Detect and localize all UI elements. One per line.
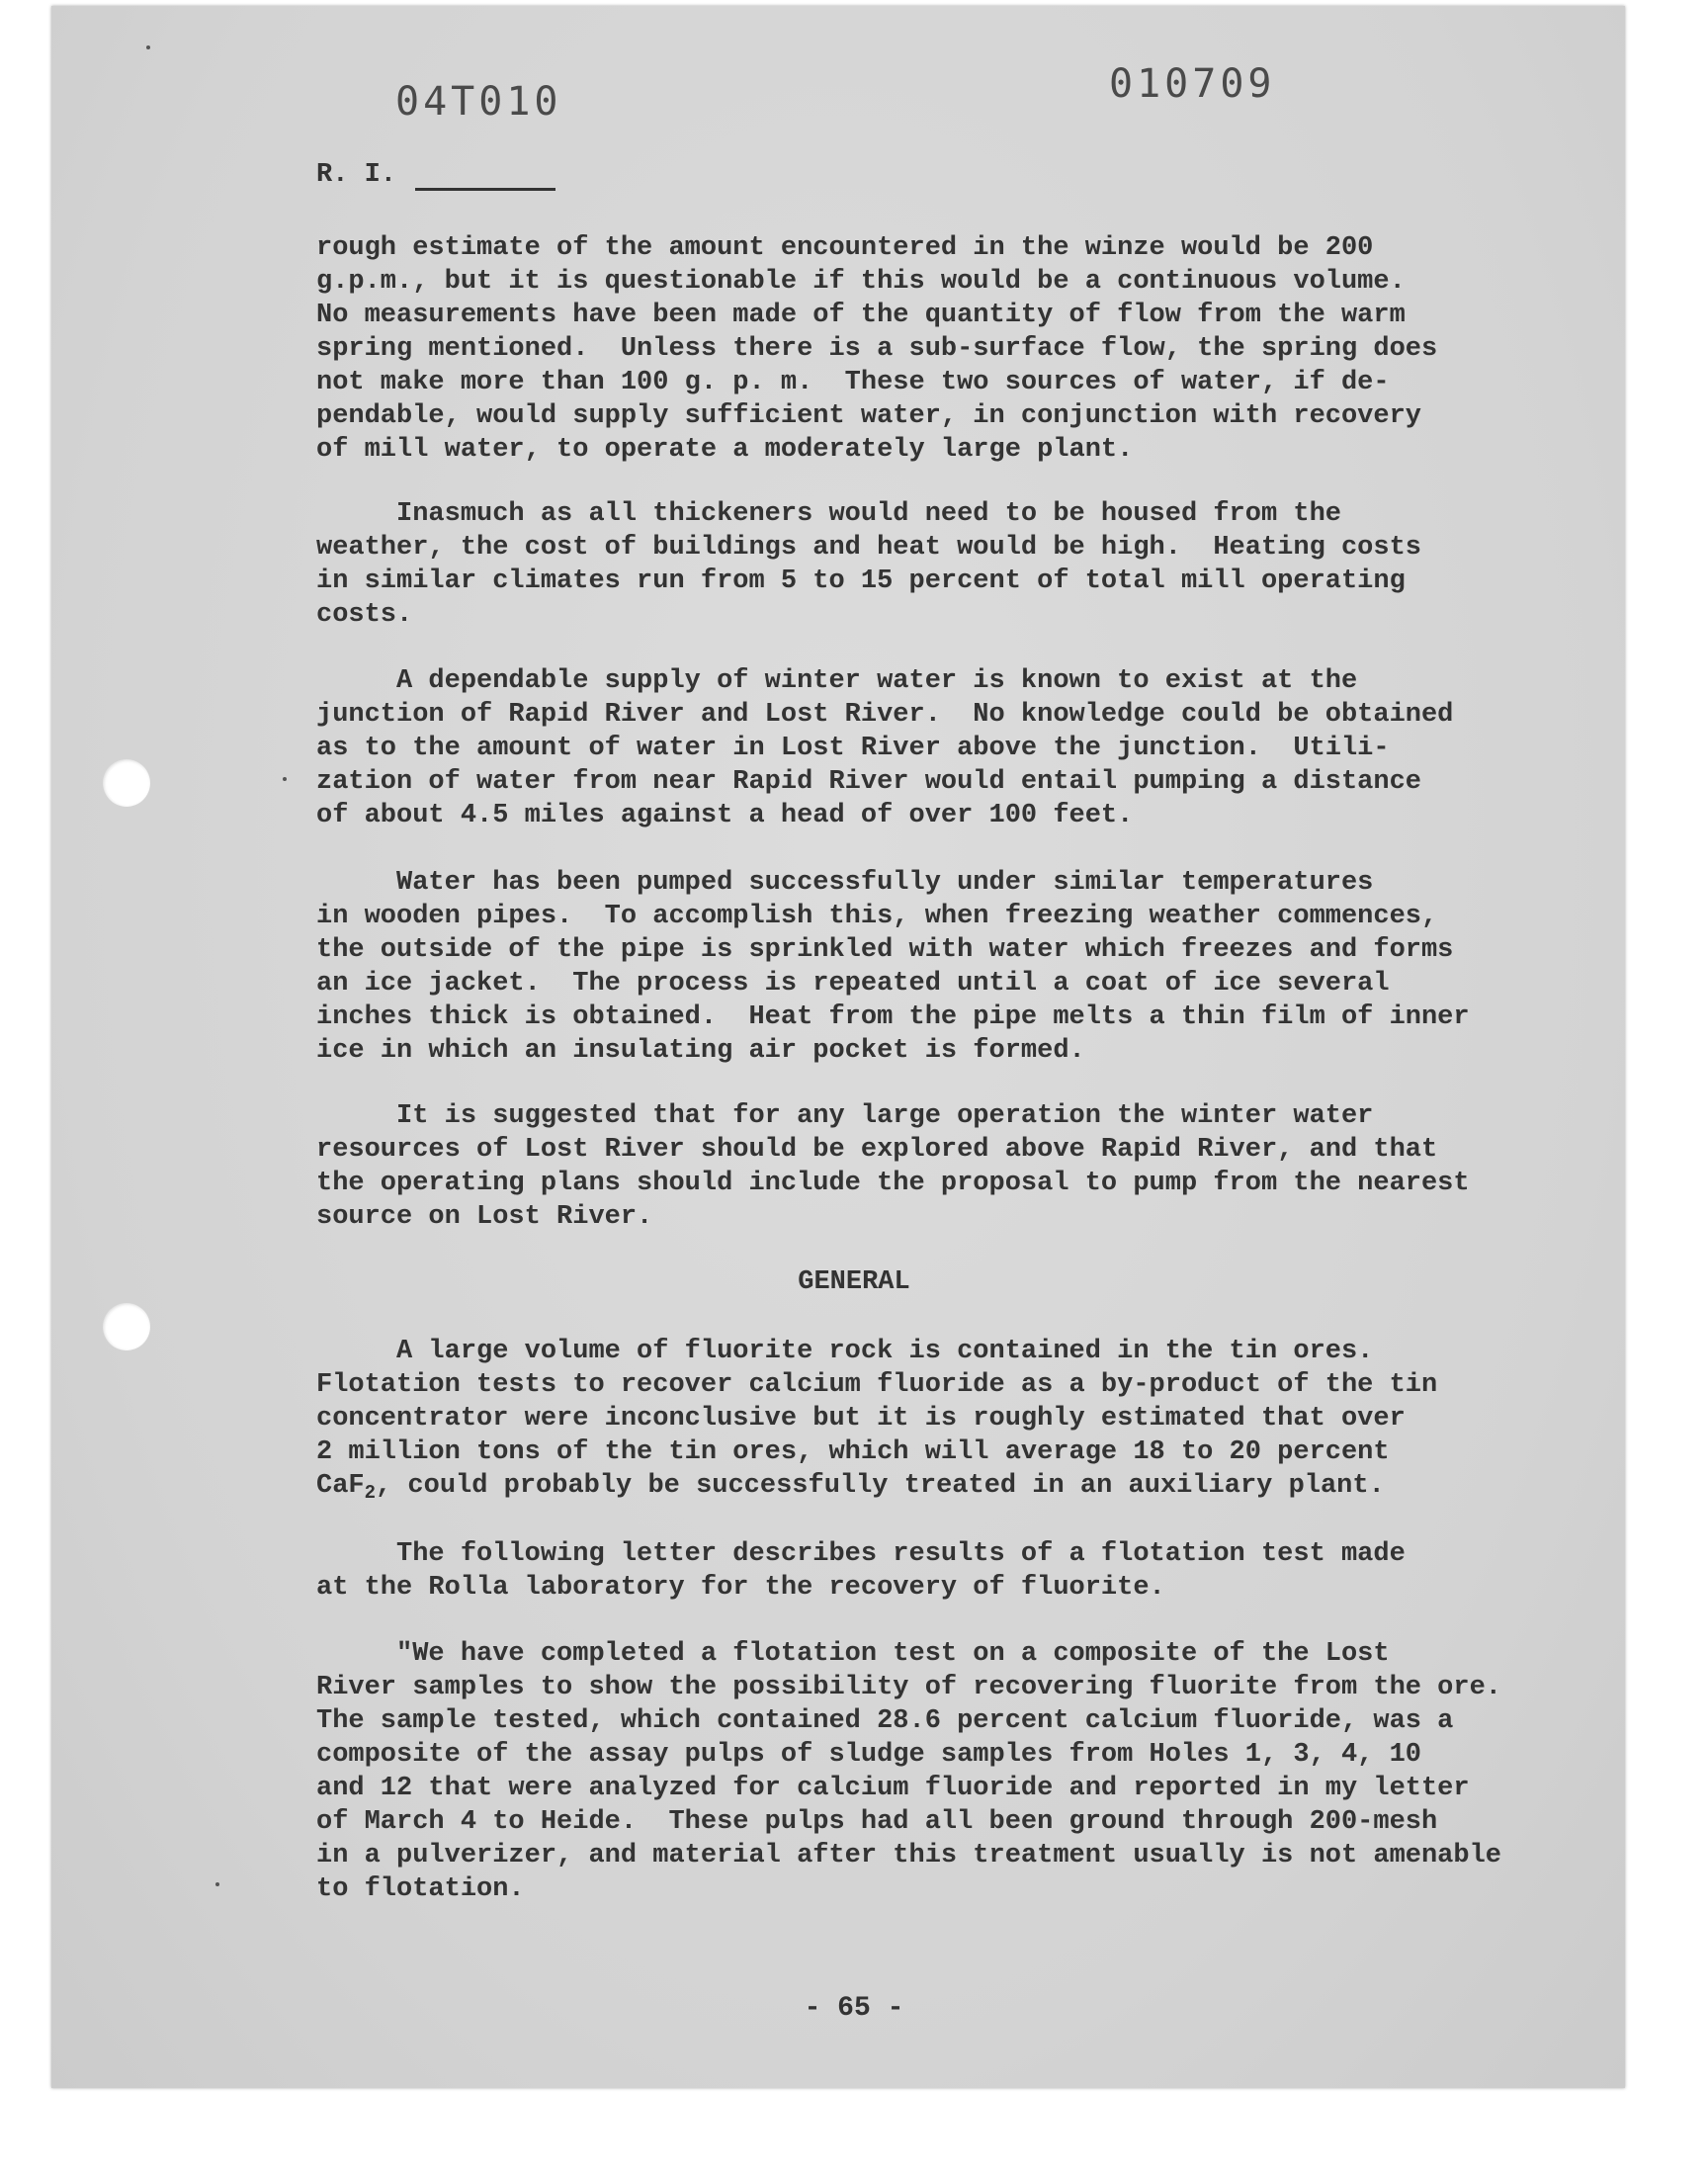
section-heading-general: GENERAL <box>798 1267 910 1297</box>
paragraph-rolla-letter-intro: The following letter describes results of a flotation test made at the Rolla laboratory for the recovery of fluorite. <box>316 1539 1406 1603</box>
report-number-blank <box>415 188 555 191</box>
paragraph-fluorite-text: A large volume of fluorite rock is contained in the tin ores. Flotation tests to recover calcium fluoride as a by-product of the tin concentrator were inconclusive but it is roughly estimated that over 2 million tons of the tin ores, which will average 18 to 20 percent CaF <box>316 1337 1438 1501</box>
speck <box>146 45 150 49</box>
paragraph-wooden-pipes: Water has been pumped successfully under similar temperatures in wooden pipes. To accomplish this, when freezing weather commences, the outside of the pipe is sprinkled with water which freezes and forms an ice jacket. The process is repeated until a coat of ice several inches thick is obtained. Heat from the pipe melts a thin film of inner ice in which an insulating air pocket is formed. <box>316 868 1470 1066</box>
document-stamp-right: 010709 <box>1109 61 1276 107</box>
speck <box>283 777 287 781</box>
paragraph-winter-water-supply: A dependable supply of winter water is known to exist at the junction of Rapid River and Lost River. No knowledge could be obtained as to the amount of water in Lost River above the junction. Utili- zation of water from near Rapid River would entail pumping a distance of about 4.5 miles against a head of over 100 feet. <box>316 666 1454 830</box>
paragraph-quoted-letter: "We have completed a flotation test on a composite of the Lost River samples to show the possibility of recovering fluorite from the ore. The sample tested, which contained 28.6 percent calcium fluoride, was a composite of the assay pulps of sludge samples from Holes 1, 3, 4, 10 and 12 that were analyzed for calcium fluoride and reported in my letter of March 4 to Heide. These pulps had all been ground through 200-mesh in a pulverizer, and material after this treatment usually is not amenable to flotation. <box>316 1639 1501 1904</box>
paragraph-fluorite-text-end: , could probably be successfully treated in an auxiliary plant. <box>376 1471 1385 1501</box>
paragraph-fluorite-rock <box>316 1335 1552 1503</box>
paragraph-lost-river-exploration: It is suggested that for any large operation the winter water resources of Lost River should be explored above Rapid River, and that the operating plans should include the proposal to pump from the nearest source on Lost River. <box>316 1101 1470 1232</box>
paragraph-water-flow: rough estimate of the amount encountered in the winze would be 200 g.p.m., but it is questionable if this would be a continuous volume. No measurements have been made of the quantity of flow from the warm spring mentioned. Unless there is a sub-surface flow, the spring does not make more than 100 g. p. m. These two sources of water, if de- pendable, would supply sufficient water, in conjunction with recovery of mill water, to operate a moderately large plant. <box>316 233 1438 465</box>
speck <box>215 1882 219 1886</box>
page-number: - 65 - <box>804 1993 904 2024</box>
subscript-two: 2 <box>364 1482 377 1504</box>
document-stamp-left: 04T010 <box>395 79 562 125</box>
punch-hole-lower <box>103 1303 150 1350</box>
report-number-label: R. I. <box>316 160 397 190</box>
paragraph-thickeners-heating: Inasmuch as all thickeners would need to be housed from the weather, the cost of buildings and heat would be high. Heating costs in similar climates run from 5 to 15 percent of total mill operating costs. <box>316 499 1421 630</box>
punch-hole-upper <box>103 759 150 807</box>
